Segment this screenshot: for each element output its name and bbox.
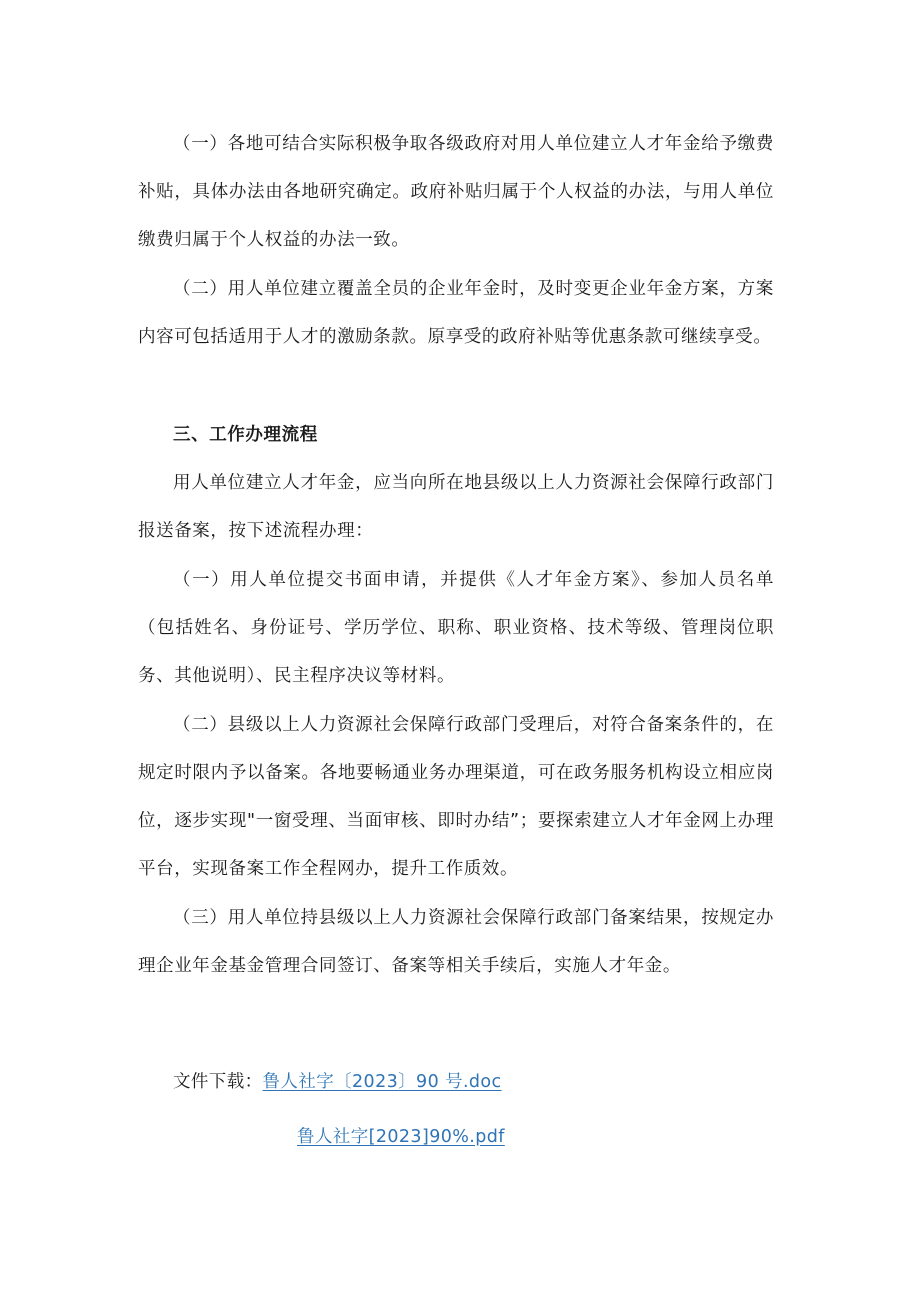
download-row-pdf (297, 1117, 505, 1157)
paragraph-step-one: （一）用人单位提交书面申请，并提供《人才年金方案》、参加人员名单（包括姓名、身份证号、学历学位、职称、职业资格、技术等级、管理岗位职务、其他说明）、民主程序决议等材料。 (138, 570, 774, 686)
paragraph-step-two: （二）县级以上人力资源社会保障行政部门受理后，对符合备案条件的，在规定时限内予以备案。各地要畅通业务办理渠道，可在政务服务机构设立相应岗位，逐步实现"一窗受理、当面审核、即时办结”；要探索建立人才年金网上办理平台，实现备案工作全程网办，提升工作质效。 (138, 715, 774, 879)
download-link-doc[interactable]: 鲁人社字〔2023〕90 号.doc (262, 1072, 502, 1092)
paragraph-filing-intro: 用人单位建立人才年金，应当向所在地县级以上人力资源社会保障行政部门报送备案，按下述流程办理： (138, 473, 774, 541)
paragraph-subsidy: （一）各地可结合实际积极争取各级政府对用人单位建立人才年金给予缴费补贴，具体办法由各地研究确定。政府补贴归属于个人权益的办法，与用人单位缴费归属于个人权益的办法一致。 (138, 134, 774, 250)
download-label: 文件下载： (173, 1072, 263, 1092)
paragraph-enterprise-annuity: （二）用人单位建立覆盖全员的企业年金时，及时变更企业年金方案，方案内容可包括适用于人才的激励条款。原享受的政府补贴等优惠条款可继续享受。 (138, 279, 774, 347)
paragraph-step-three: （三）用人单位持县级以上人力资源社会保障行政部门备案结果，按规定办理企业年金基金管理合同签订、备案等相关手续后，实施人才年金。 (138, 908, 774, 976)
section-heading-workflow: 三、工作办理流程 (173, 425, 318, 445)
download-link-pdf[interactable]: 鲁人社字[2023]90%.pdf (297, 1127, 505, 1147)
download-row (173, 1062, 502, 1102)
